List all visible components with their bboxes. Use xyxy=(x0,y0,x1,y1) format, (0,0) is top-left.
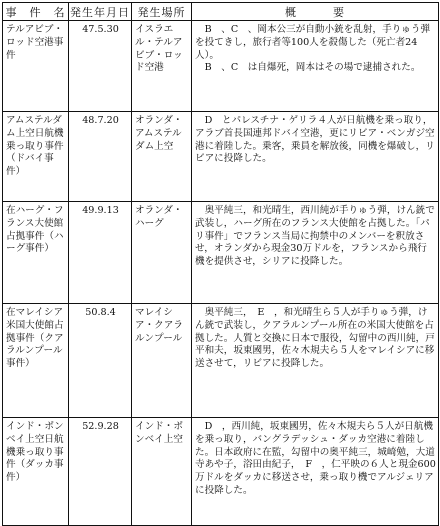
incident-date-cell: 50.8.4 xyxy=(69,304,132,418)
incident-overview-cell xyxy=(192,202,439,304)
incident-name-cell: 在ハーグ・フランス大使館占拠事件（ハーグ事件） xyxy=(3,202,69,304)
incident-name-cell: 在マレイシア米国大使館占拠事件（クアラルンプール事件） xyxy=(3,304,69,418)
incident-place-cell: オランダ・アムステルダム上空 xyxy=(132,112,192,202)
table-row xyxy=(3,304,439,418)
table-row xyxy=(3,112,439,202)
incident-date-cell: 47.5.30 xyxy=(69,21,132,112)
table-row xyxy=(3,21,439,112)
header-incident-name: 事 件 名 xyxy=(3,3,69,21)
incident-overview-cell xyxy=(192,304,439,418)
incident-date-cell: 49.9.13 xyxy=(69,202,132,304)
incident-place-cell: イスラエル・テルアビブ・ロッド空港 xyxy=(132,21,192,112)
incident-date-cell: 52.9.28 xyxy=(69,418,132,526)
header-row xyxy=(3,3,439,21)
incident-overview-cell xyxy=(192,112,439,202)
table-row xyxy=(3,202,439,304)
header-overview: 概 要 xyxy=(192,3,439,21)
incident-place-cell: オランダ・ハーグ xyxy=(132,202,192,304)
incident-name-cell: インド・ボンベイ上空日航機乗っ取り事件（ダッカ事件） xyxy=(3,418,69,526)
overview-paragraph: 奥平純三，和光晴生，西川純が手りゅう弾，けん銃で武装し，ハーグ所在のフランス大使館を占拠した。「パリ事件」でフランス当局に拘禁中のメンバーを釈放させ，オランダから現金30万ドルを，フランスから飛行機を提供させ，シリアに投降した。 xyxy=(195,205,435,268)
overview-paragraph: D とパレスチナ・ゲリラ４人が日航機を乗っ取り，アラブ首長国連邦ドバイ空港，更にリビア・ベンガジ空港に着陸した。乗客，乗員を解放後，同機を爆破し，リビアに投降した。 xyxy=(195,115,435,165)
overview-paragraph: 奥平純三， E ，和光晴生ら５人が手りゅう弾，けん銃で武装し，クアラルンプール所在の米国大使館を占拠した。人質と交換に日本で服役，勾留中の西川純，戸平和夫，坂東國男，佐々木規夫ら５人をマレイシアに移送させて，リビアに投降した。 xyxy=(195,307,435,370)
overview-paragraph: B 、C は自爆死，岡本はその場で逮捕された。 xyxy=(204,62,421,74)
incident-table xyxy=(2,2,439,526)
incident-name-cell: アムステルダム上空日航機乗っ取り事件（ドバイ事件） xyxy=(3,112,69,202)
incident-overview-cell xyxy=(192,21,439,112)
incident-place-cell: マレイシア・クアラルンプール xyxy=(132,304,192,418)
incident-table-document xyxy=(2,2,438,526)
incident-overview-cell xyxy=(192,418,439,526)
overview-paragraph: B 、C 、岡本公三が自動小銃を乱射，手りゅう弾を投てきし，旅行者等100人を殺傷した（死亡者24人）。 xyxy=(195,24,431,61)
header-date: 発生年月日 xyxy=(69,3,132,21)
incident-name-cell: テルアビブ・ロッド空港事件 xyxy=(3,21,69,112)
overview-paragraph: D ，西川純，坂東國男，佐々木規夫ら５人が日航機を乗っ取り，バングラデッシュ・ダッカ空港に着陸した。日本政府に在監，勾留中の奥平純三，城崎勉，大道寺あや子，浴田由紀子， F ，仁平映の６人と現金600万ドルをダッカに移送させ，乗っ取り機でアルジェリアに投降した。 xyxy=(195,421,436,496)
incident-date-cell: 48.7.20 xyxy=(69,112,132,202)
header-place: 発生場所 xyxy=(132,3,192,21)
table-row xyxy=(3,418,439,526)
incident-place-cell: インド・ボンベイ上空 xyxy=(132,418,192,526)
